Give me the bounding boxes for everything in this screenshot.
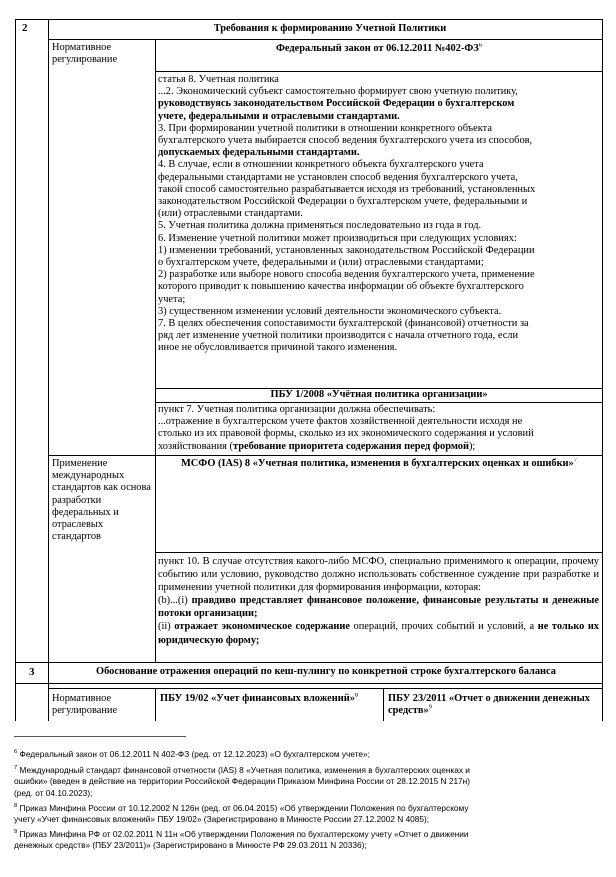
section-title: Требования к формированию Учетной Политики xyxy=(213,23,447,34)
grid-line xyxy=(15,19,603,20)
footnote-text: Федеральный закон от 06.12.2011 N 402-ФЗ (ред. от 12.12.2023) «О бухгалтерском учете»; xyxy=(17,749,370,759)
pbu23-header xyxy=(388,693,600,717)
footnote-ref: 8 xyxy=(354,693,359,699)
grid-line xyxy=(602,19,603,721)
footnote-ref: 6 xyxy=(478,43,483,49)
text-line: бухгалтерского учета выбирается способ ведения бухгалтерского учета из способов, xyxy=(158,135,533,147)
footnote-number: 7 xyxy=(14,765,18,772)
grid-line xyxy=(155,71,603,72)
text-line xyxy=(158,441,600,453)
text-line: о бухгалтерском учете, федеральными и (или) отраслевыми стандартами; xyxy=(158,257,484,269)
text-line: учета; xyxy=(158,293,186,305)
text-line: ряд лет изменение учетной политики производится с начала отчетного года, если xyxy=(158,330,519,342)
grid-line xyxy=(155,552,603,553)
footnote-text: Приказ Минфина РФ от 02.02.2011 N 11н «Об утверждении Положения по бухгалтерскому учету «Отчет о движении xyxy=(17,829,469,839)
footnote-line: денежных средств» (ПБУ 23/2011)» (Зарегистрировано в Минюсте РФ 29.03.2011 N 20336); xyxy=(14,840,367,851)
text-line: 6. Изменение учетной политики может производиться при следующих условиях: xyxy=(158,232,517,244)
footnote-7 xyxy=(14,765,604,799)
text-line: которого приводит к повышению качества информации об объекте бухгалтерского xyxy=(158,281,524,293)
law-header xyxy=(158,43,600,55)
grid-line xyxy=(15,662,603,663)
text-line: ...2. Экономический субъект самостоятельно формирует свою учетную политику, xyxy=(158,86,518,98)
footnote-line: учету «Учет финансовых вложений» ПБУ 19/02» (Зарегистрировано в Минюсте России 27.12.2002 N 4085); xyxy=(14,814,430,825)
footnote-number: 9 xyxy=(14,829,18,836)
text-span: ); xyxy=(468,440,476,452)
text-line: руководствуясь законодательством Российской Федерации о бухгалтерском xyxy=(158,98,515,110)
ifrs-header-text: МСФО (IAS) 8 «Учетная политика, изменения в бухгалтерских оценках и ошибки» xyxy=(180,458,574,469)
grid-line xyxy=(48,688,603,689)
left-label: Нормативное регулирование xyxy=(52,693,118,717)
law-text xyxy=(158,74,600,355)
text-span: операций, прочих событий и условий, а xyxy=(350,621,538,633)
text-span: не только их юридическую форму; xyxy=(158,621,599,646)
footnote-text: Приказ Минфина России от 10.12.2002 N 126н (ред. от 06.04.2015) «Об утверждении Положения по бухгалтерскому xyxy=(17,803,469,813)
text-line: допускаемых федеральными стандартами. xyxy=(158,147,360,159)
grid-line xyxy=(15,19,16,721)
footnote-line xyxy=(14,803,604,814)
text-span: (ii) xyxy=(158,621,175,633)
ifrs-header xyxy=(170,458,588,470)
text-paragraph xyxy=(158,594,599,620)
text-line: 7. В целях обеспечения сопоставимости бухгалтерской (финансовой) отчетности за xyxy=(158,318,529,330)
section-title: Обоснование отражения операций по кеш-пулингу по конкретной строке бухгалтерского баланса xyxy=(96,666,556,677)
footnote-ref: 7 xyxy=(573,458,577,464)
text-line: пункт 7. Учетная политика организации должна обеспечивать: xyxy=(158,404,436,415)
footnote-line xyxy=(14,829,604,840)
left-label: Применение международных стандартов как основа разработки федеральных и отраслевых стандартов xyxy=(52,458,151,543)
ifrs-text xyxy=(158,555,599,647)
section-number: 2 xyxy=(22,22,28,34)
section-number: 3 xyxy=(29,666,35,678)
footnote-line: (ред. от 04.10.2023); xyxy=(14,787,93,798)
text-line: 2) разработке или выборе нового способа ведения бухгалтерского учета, применение xyxy=(158,269,535,281)
text-line: 1) изменении требований, установленных законодательством Российской Федерации xyxy=(158,244,535,256)
footnote-number: 8 xyxy=(14,803,18,810)
text-line: учете, федеральными и отраслевыми стандартами. xyxy=(158,110,400,122)
text-span: (b)...(i) xyxy=(158,595,192,607)
footnote-line: ошибки» (введен в действие на территории Российской Федерации Приказом Минфина России от 28.12.2015 N 217н) xyxy=(14,776,471,787)
grid-line xyxy=(48,19,49,721)
text-span: требование приоритета содержания перед формой xyxy=(232,440,469,452)
footnote-line xyxy=(14,765,604,776)
text-span: правдиво представляет финансовое положение, финансовые результаты и денежные потоки организации; xyxy=(158,595,599,620)
grid-line xyxy=(383,688,384,721)
text-line: иное не обусловливается причиной такого изменения. xyxy=(158,342,398,354)
text-line: 3. При формировании учетной политики в отношении конкретного объекта xyxy=(158,122,492,134)
text-paragraph xyxy=(158,620,599,646)
text-line: столько из их правовой формы, сколько из их экономического содержания и условий xyxy=(158,428,534,440)
grid-line xyxy=(48,39,603,40)
text-line: законодательством Российской Федерации о бухгалтерском учете, федеральными и xyxy=(158,196,528,208)
grid-line xyxy=(15,683,603,684)
grid-line xyxy=(48,455,603,456)
text-line: федеральными стандартами не установлен способ ведения бухгалтерского учета, xyxy=(158,171,518,183)
left-label: Нормативное регулирование xyxy=(52,42,118,66)
text-span: хозяйствования ( xyxy=(158,440,233,452)
pbu19-header xyxy=(160,693,380,705)
text-line: статья 8. Учетная политика xyxy=(158,74,279,85)
pbu-header: ПБУ 1/2008 «Учётная политика организации» xyxy=(270,389,488,400)
text-line: 3) существенном изменении условий деятельности экономического субъекта. xyxy=(158,305,502,317)
footnote-6 xyxy=(14,749,604,760)
text-line: ...отражение в бухгалтерском учете фактов хозяйственной деятельности исходя не xyxy=(158,416,523,428)
text-line: 4. В случае, если в отношении конкретного объекта бухгалтерского учета xyxy=(158,159,484,171)
footnote-separator xyxy=(14,736,186,737)
grid-line xyxy=(155,688,156,721)
pbu23-header-text: ПБУ 23/2011 «Отчет о движении денежных средств» xyxy=(388,693,590,717)
grid-line xyxy=(155,39,156,662)
law-header-text: Федеральный закон от 06.12.2011 №402-ФЗ xyxy=(275,43,479,54)
footnote-9 xyxy=(14,829,604,852)
footnote-text: Международный стандарт финансовой отчетности (IAS) 8 «Учетная политика, изменения в бухгалтерских оценках и xyxy=(17,765,470,775)
text-span: отражает экономическое содержание xyxy=(174,621,350,633)
footnote-ref: 9 xyxy=(428,703,432,711)
pbu-text xyxy=(158,404,600,453)
footnote-8 xyxy=(14,803,604,826)
grid-line xyxy=(155,402,603,403)
pbu19-header-text: ПБУ 19/02 «Учет финансовых вложений» xyxy=(160,693,355,704)
text-paragraph: пункт 10. В случае отсутствия какого-либо МСФО, специально применимого к операции, прочему событию или условию, руководство должно использовать собственное суждение при разработке и применении учетной политики для формирования информации, которая: xyxy=(158,556,599,594)
text-line: 5. Учетная политика должна применяться последовательно из года в год. xyxy=(158,220,482,232)
footnote-number: 6 xyxy=(14,749,18,756)
text-line: такой способ самостоятельно разрабатывается исходя из требований, установленных xyxy=(158,183,536,195)
text-line: (или) отраслевыми стандартами. xyxy=(158,208,303,220)
